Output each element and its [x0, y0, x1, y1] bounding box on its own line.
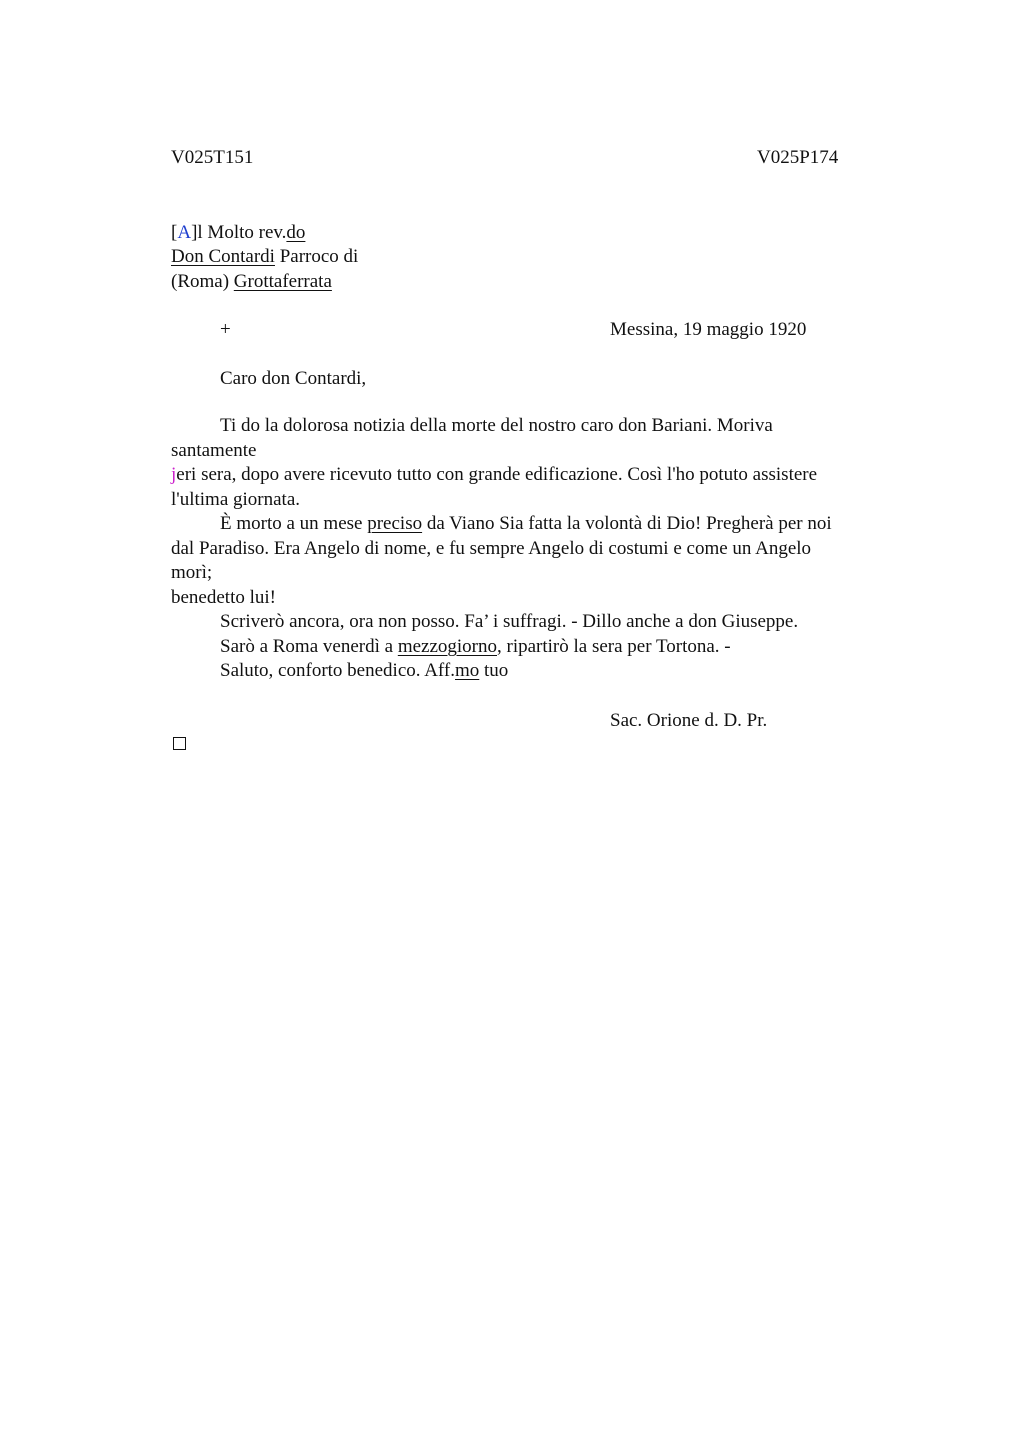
body-line: jeri sera, dopo avere ricevuto tutto con grande edificazione. Così l'ho potuto assistere — [171, 464, 818, 485]
underlined-word: mezzogiorno — [397, 635, 497, 657]
address-city: (Roma) — [171, 271, 234, 292]
address-abbrev-do: do — [286, 222, 306, 243]
address-line-1 — [171, 221, 305, 245]
cross-mark: + — [220, 319, 231, 340]
body-line: Saluto, conforto benedico. Aff.mo tuo — [220, 660, 509, 681]
address-line-2 — [171, 245, 358, 269]
body-line: Sarò a Roma venerdì a mezzogiorno, ripartirò la sera per Tortona. - — [220, 635, 731, 657]
body-line: santamente — [171, 439, 257, 461]
body-line: Ti do la dolorosa notizia della morte del nostro caro don Bariani. Moriva — [220, 415, 773, 436]
bracket-open: [ — [171, 222, 178, 243]
body-line: Scriverò ancora, ora non posso. Fa’ i suffragi. - Dillo anche a don Giuseppe. — [220, 611, 799, 632]
header-right-code: V025P174 — [757, 147, 839, 168]
place-date: Messina, 19 maggio 1920 — [610, 319, 807, 340]
signature: Sac. Orione d. D. Pr. — [610, 710, 768, 731]
salutation: Caro don Contardi, — [220, 368, 367, 389]
inserted-letter-j: j — [171, 464, 177, 485]
recipient-name: Don Contardi — [171, 246, 275, 267]
address-place: Grottaferrata — [233, 271, 332, 292]
body-line: morì; — [171, 562, 213, 583]
recipient-role: Parroco di — [274, 246, 359, 267]
address-line-3 — [171, 270, 332, 294]
underlined-word: preciso — [367, 513, 423, 534]
underlined-abbrev: mo — [455, 660, 480, 681]
end-box-icon — [173, 737, 186, 750]
address-title: ]l Molto rev. — [191, 222, 287, 243]
body-line: l'ultima giornata. — [171, 488, 301, 510]
header-left-code: V025T151 — [171, 147, 254, 168]
body-line: dal Paradiso. Era Angelo di nome, e fu sempre Angelo di costumi e come un Angelo — [171, 537, 812, 559]
inserted-letter-a: A — [177, 222, 192, 243]
body-line: È morto a un mese preciso da Viano Sia fatta la volontà di Dio! Pregherà per noi — [220, 513, 832, 534]
letter-body — [171, 414, 889, 684]
body-line: benedetto lui! — [171, 586, 276, 608]
